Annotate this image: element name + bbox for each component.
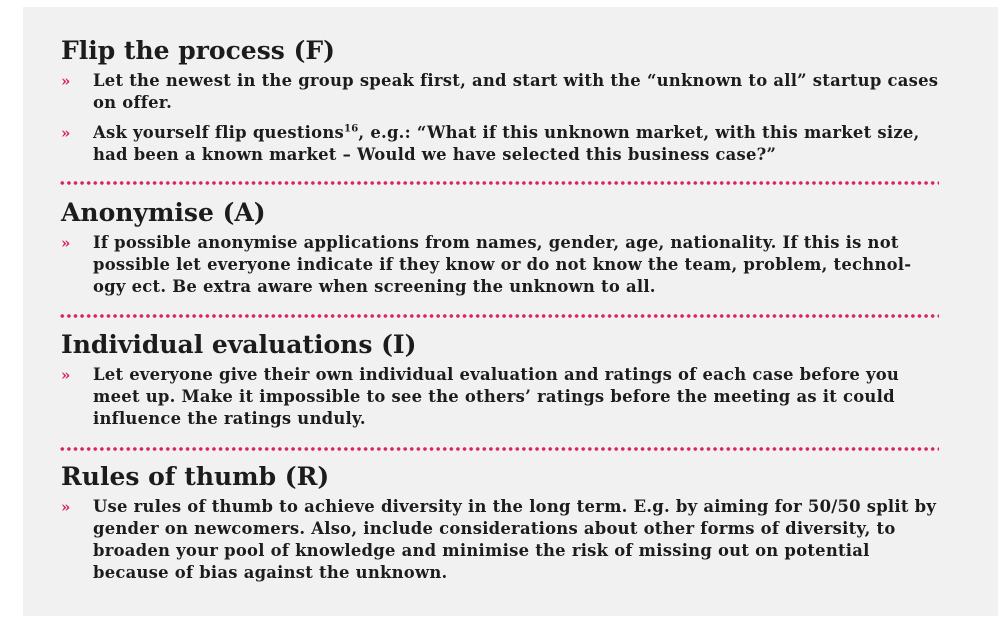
bullet-item (61, 122, 941, 166)
section-individual-evaluations (61, 330, 941, 430)
bullet-item (61, 364, 941, 430)
dotted-divider (59, 447, 939, 451)
bullet-text: Let everyone give their own individual evaluation and ratings of each case before you meet up. Make it impossible to see the others’ ratings before the meeting as it could influence the ratings unduly. (93, 365, 900, 428)
bullet-list (61, 496, 941, 584)
bullet-text: Ask yourself flip questions (93, 123, 344, 142)
section-flip-the-process (61, 36, 941, 166)
double-chevron-icon: » (61, 366, 71, 384)
bullet-list (61, 364, 941, 430)
section-heading: Flip the process (F) (61, 36, 335, 65)
bullet-text: Let the newest in the group speak first, and start with the “unknown to all” startup cases on offer. (93, 71, 939, 112)
bullet-list (61, 70, 941, 166)
bullet-text: If possible anonymise applications from names, gender, age, nationality. If this is not possible let everyone indicate if they know or do not know the team, problem, technol-ogy ect. Be extra aware when screening the unknown to all. (93, 233, 912, 296)
footnote-reference: 16 (344, 123, 359, 135)
dotted-divider (59, 181, 939, 185)
double-chevron-icon: » (61, 124, 71, 142)
double-chevron-icon: » (61, 498, 71, 516)
bullet-text: Use rules of thumb to achieve diversity in the long term. E.g. by aiming for 50/50 split by gender on newcomers. Also, include considerations about other forms of diversity, to broaden your pool of knowledge and minimise the risk of missing out on potential because of bias against the unknown. (93, 497, 937, 582)
section-anonymise (61, 198, 941, 298)
double-chevron-icon: » (61, 72, 71, 90)
section-rules-of-thumb (61, 462, 941, 584)
bullet-item (61, 232, 941, 298)
dotted-divider (59, 314, 939, 318)
bullet-item (61, 496, 941, 584)
content-panel (23, 7, 998, 616)
bullet-list (61, 232, 941, 298)
bullet-item (61, 70, 941, 114)
section-heading: Rules of thumb (R) (61, 462, 330, 491)
bullet-text-continued: , e.g.: “What if this unknown market, with this market size, had been a known market – Would we have selected this business case?” (93, 123, 920, 164)
section-heading: Individual evaluations (I) (61, 330, 417, 359)
double-chevron-icon: » (61, 234, 71, 252)
section-heading: Anonymise (A) (61, 198, 266, 227)
